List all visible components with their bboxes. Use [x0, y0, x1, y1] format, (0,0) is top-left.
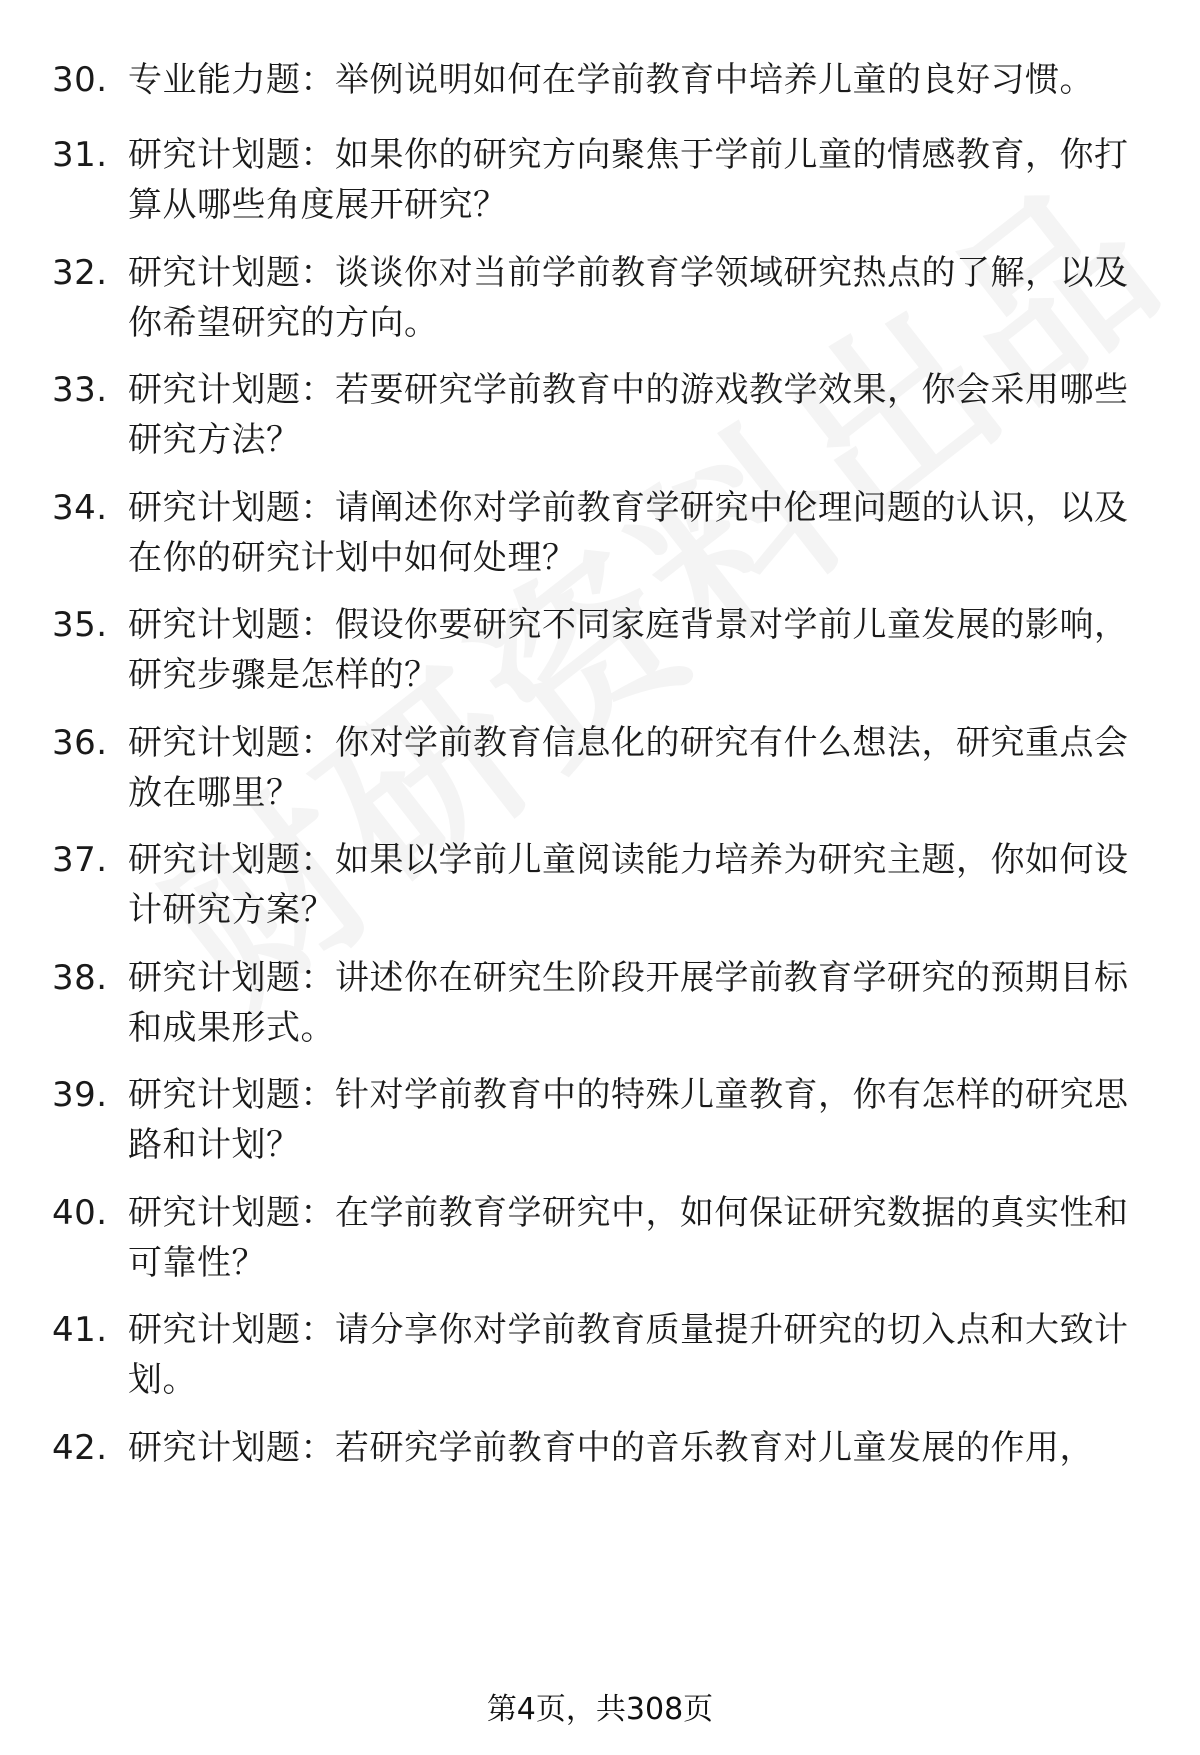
question-number: 31.	[52, 135, 108, 175]
question-text: 专业能力题：举例说明如何在学前教育中培养儿童的良好习惯。	[128, 60, 1094, 100]
question-text: 研究计划题：请分享你对学前教育质量提升研究的切入点和大致计划。	[128, 1310, 1129, 1400]
question-number: 34.	[52, 488, 108, 528]
question-number: 35.	[52, 605, 108, 645]
question-number: 38.	[52, 958, 108, 998]
question-text: 研究计划题：在学前教育学研究中，如何保证研究数据的真实性和可靠性？	[128, 1193, 1129, 1283]
question-text: 研究计划题：假设你要研究不同家庭背景对学前儿童发展的影响，研究步骤是怎样的？	[128, 605, 1129, 695]
question-number: 39.	[52, 1075, 108, 1115]
question-number: 33.	[52, 370, 108, 410]
question-text: 研究计划题：你对学前教育信息化的研究有什么想法，研究重点会放在哪里？	[128, 723, 1129, 813]
question-text: 研究计划题：谈谈你对当前学前教育学领域研究热点的了解，以及你希望研究的方向。	[128, 253, 1129, 343]
question-text: 研究计划题：如果你的研究方向聚焦于学前儿童的情感教育，你打算从哪些角度展开研究？	[128, 135, 1129, 225]
question-number: 41.	[52, 1310, 108, 1350]
question-text: 研究计划题：请阐述你对学前教育学研究中伦理问题的认识，以及在你的研究计划中如何处理？	[128, 488, 1129, 578]
question-number: 37.	[52, 840, 108, 880]
question-number: 30.	[52, 60, 108, 100]
question-number: 40.	[52, 1193, 108, 1233]
question-text: 研究计划题：若研究学前教育中的音乐教育对儿童发展的作用，	[128, 1428, 1094, 1468]
question-number: 32.	[52, 253, 108, 293]
question-text: 研究计划题：若要研究学前教育中的游戏教学效果，你会采用哪些研究方法？	[128, 370, 1129, 460]
question-number: 42.	[52, 1428, 108, 1468]
page-footer: 第4页，共308页	[486, 1692, 714, 1727]
question-text: 研究计划题：针对学前教育中的特殊儿童教育，你有怎样的研究思路和计划？	[128, 1075, 1129, 1165]
question-number: 36.	[52, 723, 108, 763]
question-text: 研究计划题：讲述你在研究生阶段开展学前教育学研究的预期目标和成果形式。	[128, 958, 1129, 1048]
question-text: 研究计划题：如果以学前儿童阅读能力培养为研究主题，你如何设计研究方案？	[128, 840, 1129, 930]
